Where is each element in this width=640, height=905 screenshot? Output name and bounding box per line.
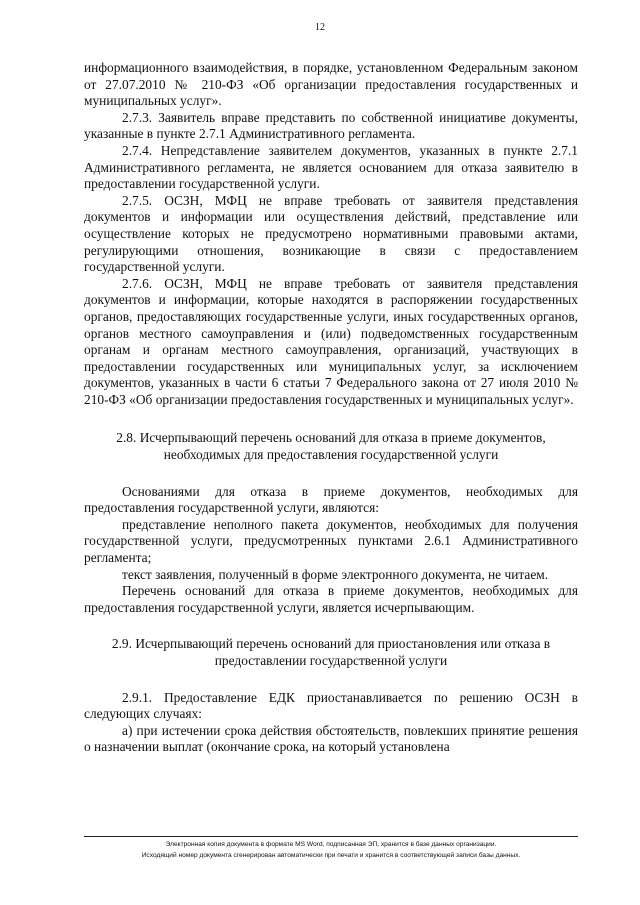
page-number: 12 <box>315 22 325 33</box>
section-heading-2-8: 2.8. Исчерпывающий перечень оснований для отказа в приеме документов, необходимых для предоставления государственной услуги <box>116 430 546 463</box>
document-body <box>84 60 578 756</box>
paragraph-continuation: информационного взаимодействия, в порядке, установленном Федеральным законом от 27.07.2010 № 210-ФЗ «Об организации предоставления государственных и муниципальных услуг». <box>84 60 578 109</box>
section-heading-2-9: 2.9. Исчерпывающий перечень оснований для приостановления или отказа в предоставлении государственной услуги <box>111 636 551 668</box>
paragraph-2-7-4: 2.7.4. Непредставление заявителем документов, указанных в пункте 2.7.1 Административного регламента, не является основанием для отказа заявителю в предоставлении государственной услуги. <box>84 142 578 192</box>
paragraph-2-8-item-2: текст заявления, полученный в форме электронного документа, не читаем. <box>122 566 549 582</box>
footer-line-1: Электронная копия документа в формате MS Word, подписанная ЭП, хранится в базе данных организации. <box>165 841 497 848</box>
paragraph-2-9-1-a: а) при истечении срока действия обстоятельств, повлекших принятие решения о назначении выплат (окончание срока, на который установлена <box>84 722 578 755</box>
paragraph-2-7-5: 2.7.5. ОСЗН, МФЦ не вправе требовать от заявителя представления документов и информации или осуществления действий, представление или осуществление которых не предусмотрено нормативными правовыми актами, регулирующими отношения, возникающие в связи с предоставлением государственной услуги. <box>84 192 578 275</box>
footer-line-2: Исходящий номер документа сгенерирован автоматически при печати и хранится в соответствующей записи базы данных. <box>141 852 521 859</box>
paragraph-2-9-1: 2.9.1. Предоставление ЕДК приостанавливается по решению ОСЗН в следующих случаях: <box>84 689 578 722</box>
paragraph-2-8-intro: Основаниями для отказа в приеме документов, необходимых для предоставления государственной услуги, являются: <box>84 483 578 516</box>
paragraph-2-8-conclusion: Перечень оснований для отказа в приеме документов, необходимых для предоставления государственной услуги, является исчерпывающим. <box>84 583 578 615</box>
paragraph-2-7-6: 2.7.6. ОСЗН, МФЦ не вправе требовать от заявителя представления документов и информации, которые находятся в распоряжении государственных органов, предоставляющих государственные услуги, иных государственных органов, органов местного самоуправления и (или) подведомственных государственным органам и органам местного самоуправления, организаций, участвующих в предоставлении государственных или муниципальных услуг, за исключением документов, указанных в части 6 статьи 7 Федерального закона от 27 июля 2010 № 210-ФЗ «Об организации предоставления государственных и муниципальных услуг». <box>84 275 578 407</box>
paragraph-2-8-item-1: представление неполного пакета документов, необходимых для получения государственной услуги, предусмотренных пунктами 2.6.1 Административного регламента; <box>84 516 578 566</box>
paragraph-2-7-3: 2.7.3. Заявитель вправе представить по собственной инициативе документы, указанные в пункте 2.7.1 Административного регламента. <box>84 109 578 142</box>
document-footer <box>84 836 578 861</box>
